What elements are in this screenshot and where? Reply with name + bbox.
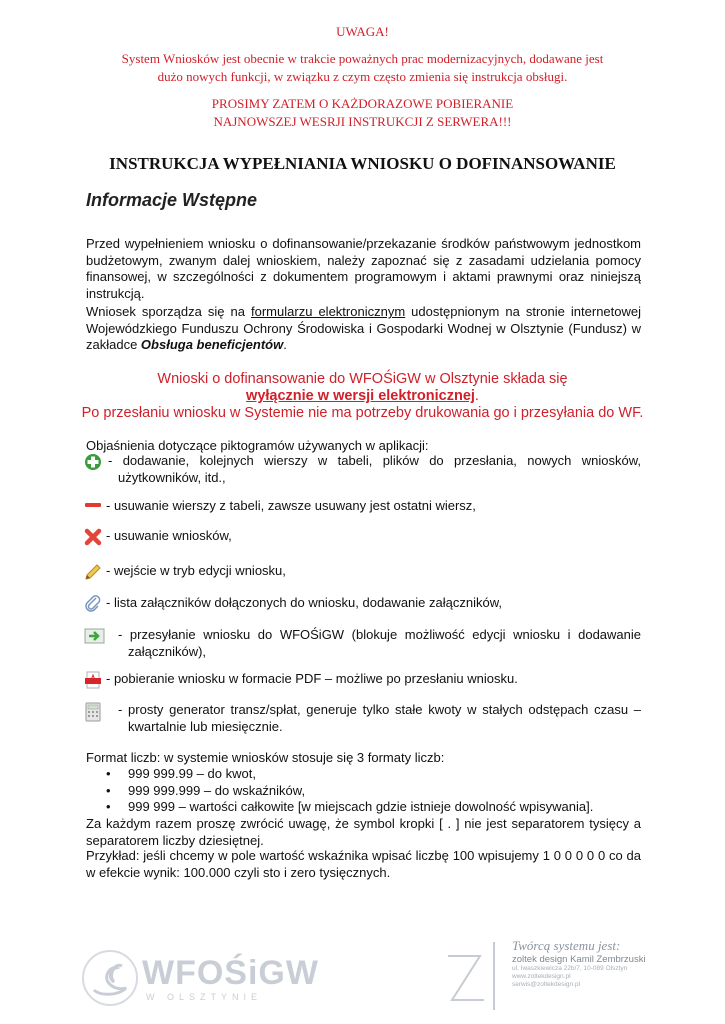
beneficiaries-tab-name: Obsługa beneficjentów <box>140 337 284 352</box>
list-item: • 999 999 – wartości całkowite [w miejscach gdzie istnieje dowolność wpisywania]. <box>100 799 593 816</box>
list-item: • 999 999.99 – do kwot, <box>100 766 593 783</box>
notice-line-3: Po przesłaniu wniosku w Systemie nie ma potrzeby drukowania go i przesyłania do WF. <box>81 405 644 421</box>
credit-heading: Twórcą systemu jest: <box>512 938 621 953</box>
example-note: Przykład: jeśli chcemy w pole wartość wskaźnika wpisać liczbę 100 wpisujemy 1 0 0 0 0 0 co da w efekcie wynik: 100.000 czyli sto i zero tysięcznych. <box>86 848 641 880</box>
wfosigw-logo <box>80 948 319 1008</box>
section-heading: Informacje Wstępne <box>86 190 258 210</box>
document-title: INSTRUKCJA WYPEŁNIANIA WNIOSKU O DOFINANSOWANIE <box>109 154 616 173</box>
para2-before: Wniosek sporządza się na <box>86 304 252 319</box>
warning-line-4: NAJNOWSZEJ WESRJI INSTRUKCJI Z SERWERA!!! <box>213 114 512 129</box>
legend-item-delete <box>86 528 641 545</box>
delete-x-icon <box>84 528 102 546</box>
legend-intro: Objaśnienia dotyczące piktogramów używanych w aplikacji: <box>86 438 429 453</box>
pencil-icon <box>84 563 102 581</box>
credit-email: serwis@zoltekdesign.pl <box>512 981 581 988</box>
zoltek-mark-icon <box>440 938 510 1014</box>
list-item: • 999 999.999 – do wskaźników, <box>100 783 593 800</box>
form-link[interactable]: formularzu elektronicznym <box>251 304 406 319</box>
minus-icon <box>84 498 102 516</box>
formats-intro: Format liczb: w systemie wniosków stosuje się 3 formaty liczb: <box>86 750 445 765</box>
warning-line-3: PROSIMY ZATEM O KAŻDORAZOWE POBIERANIE <box>211 96 514 111</box>
legend-item-add <box>86 453 641 486</box>
notice-line-2: wyłącznie w wersji elektronicznej. <box>246 388 479 404</box>
notice-emphasis: wyłącznie w wersji elektronicznej <box>246 388 475 404</box>
warning-line-2: dużo nowych funkcji, w związku z czym często zmienia się instrukcja obsługi. <box>157 69 568 84</box>
warning-heading: UWAGA! <box>336 24 389 39</box>
legend-text: - usuwanie wniosków, <box>106 528 232 543</box>
logo-city: W OLSZTYNIE <box>146 992 263 1002</box>
legend-text: - wejście w tryb edycji wniosku, <box>106 563 286 578</box>
notice-line-1: Wnioski o dofinansowanie do WFOŚiGW w Olsztynie składa się <box>157 371 568 387</box>
formats-list <box>100 766 593 816</box>
swan-logo-icon <box>80 948 140 1008</box>
legend-item-send <box>86 627 641 660</box>
pdf-icon <box>84 671 102 689</box>
legend-item-remove-row <box>86 498 641 515</box>
submission-paragraph <box>86 304 641 354</box>
para2-after: . <box>283 337 287 352</box>
intro-paragraph: Przed wypełnieniem wniosku o dofinansowanie/przekazanie środków państwowym jednostkom budżetowym, zwanym dalej wnioskiem, należy zapoznać się z zasadami udzielania pomocy finansowej, w szczególności z dokumentem programowym i aktami prawnymi oraz niniejszą instrukcją. <box>86 236 641 301</box>
logo-wordmark: WFOŚiGW <box>142 954 319 992</box>
credit-name: zoltek design Kamil Zembrzuski <box>512 954 646 965</box>
send-arrow-icon <box>84 627 102 645</box>
legend-item-attachments <box>86 595 641 612</box>
legend-item-calculator <box>86 702 641 735</box>
legend-text: - pobieranie wniosku w formacie PDF – możliwe po przesłaniu wniosku. <box>106 671 518 686</box>
calculator-icon <box>84 702 102 720</box>
credit-web: www.zoltekdesign.pl <box>512 973 571 980</box>
legend-text: - przesyłanie wniosku do WFOŚiGW (blokuje możliwość edycji wniosku i dodawanie załączników), <box>118 627 641 659</box>
separator-note: Za każdym razem proszę zwrócić uwagę, że symbol kropki [ . ] nie jest separatorem tysięcy a separatorem liczby dziesiętnej. <box>86 816 641 848</box>
plus-icon <box>84 453 102 471</box>
paperclip-icon <box>84 595 102 613</box>
credit-address: ul. Iwaszkiewicza 22b/7, 10-089 Olsztyn <box>512 965 628 972</box>
para2-middle: udostępnionym na stronie internetowej Wojewódzkiego Funduszu Ochrony Środowiska i Gospodarki Wodnej w Olsztynie (Fundusz) w zakładce <box>86 304 642 352</box>
legend-item-edit <box>86 563 641 580</box>
legend-text: - dodawanie, kolejnych wierszy w tabeli, plików do przesłania, nowych wniosków, użytkowników, itd., <box>108 453 641 485</box>
legend-text: - usuwanie wierszy z tabeli, zawsze usuwany jest ostatni wiersz, <box>106 498 476 513</box>
legend-text: - prosty generator transz/spłat, generuje tylko stałe kwoty w stałych odstępach czasu – kwartalnie lub miesięcznie. <box>118 702 641 734</box>
warning-line-1: System Wniosków jest obecnie w trakcie poważnych prac modernizacyjnych, dodawane jest <box>121 51 604 66</box>
legend-text: - lista załączników dołączonych do wniosku, dodawanie załączników, <box>106 595 502 610</box>
legend-item-pdf <box>86 671 641 688</box>
credit-block <box>512 938 712 989</box>
